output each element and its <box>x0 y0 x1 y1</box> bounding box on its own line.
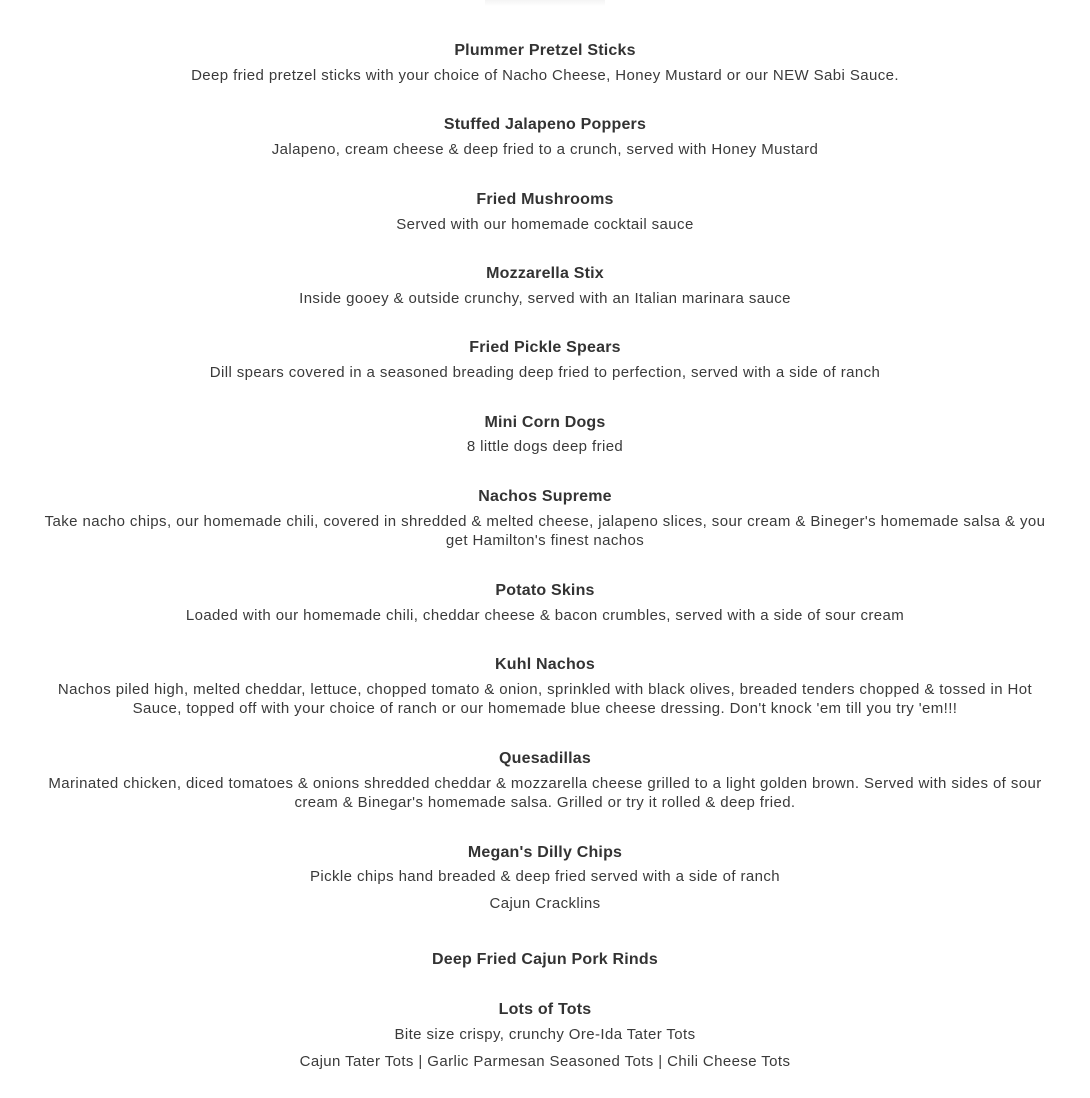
menu-item-title: Plummer Pretzel Sticks <box>454 42 636 59</box>
menu-item-description: Pickle chips hand breaded & deep fried served with a side of ranch <box>310 868 780 885</box>
menu-item-title: Potato Skins <box>495 582 595 599</box>
menu-item-title: Fried Mushrooms <box>476 191 614 208</box>
menu-item-description: Loaded with our homemade chili, cheddar cheese & bacon crumbles, served with a side of sour cream <box>185 607 905 624</box>
menu-item-title: Kuhl Nachos <box>495 656 595 673</box>
menu-item-title: Mini Corn Dogs <box>484 414 606 431</box>
menu-item-description: Deep fried pretzel sticks with your choice of Nacho Cheese, Honey Mustard or our NEW Sabi Sauce. <box>191 67 899 84</box>
menu-item-description: Inside gooey & outside crunchy, served with an Italian marinara sauce <box>299 290 791 307</box>
menu-item-title: Stuffed Jalapeno Poppers <box>443 116 647 133</box>
menu-item-title: Nachos Supreme <box>478 488 612 505</box>
menu-item-variants: Cajun Tater Tots | Garlic Parmesan Seasoned Tots | Chili Cheese Tots <box>299 1053 791 1070</box>
menu-item-title: Mozzarella Stix <box>486 265 604 282</box>
menu-item-description: 8 little dogs deep fried <box>466 438 624 455</box>
menu-item-description: Jalapeno, cream cheese & deep fried to a crunch, served with Honey Mustard <box>271 141 819 158</box>
menu-item-description: Bite size crispy, crunchy Ore-Ida Tater Tots <box>394 1026 696 1043</box>
menu-item-title: Lots of Tots <box>498 1001 592 1018</box>
menu-item-description: Served with our homemade cocktail sauce <box>396 216 694 233</box>
menu-item-description: Take nacho chips, our homemade chili, covered in shredded & melted cheese, jalapeno slices, sour cream & Bineger's homemade salsa & you get Hamilton's finest nachos <box>44 513 1046 549</box>
menu-item-description: Marinated chicken, diced tomatoes & onions shredded cheddar & mozzarella cheese grilled to a light golden brown. Served with sides of sour cream & Binegar's homemade salsa. Grilled or try it rolled & deep fried. <box>48 775 1042 811</box>
menu-item-title: Deep Fried Cajun Pork Rinds <box>432 951 658 968</box>
menu-item-variant: Cajun Cracklins <box>489 895 601 912</box>
menu-item-title: Fried Pickle Spears <box>469 339 621 356</box>
menu-item-description: Nachos piled high, melted cheddar, lettuce, chopped tomato & onion, sprinkled with black olives, breaded tenders chopped & tossed in Hot Sauce, topped off with your choice of ranch or our homemade blue cheese dressing. Don't knock 'em till you try 'em!!! <box>57 681 1033 717</box>
cropped-header-remnant <box>485 0 605 6</box>
menu-item-title: Quesadillas <box>498 750 592 767</box>
menu-item-title: Megan's Dilly Chips <box>467 844 623 861</box>
menu-item-description: Dill spears covered in a seasoned breading deep fried to perfection, served with a side of ranch <box>209 364 881 381</box>
